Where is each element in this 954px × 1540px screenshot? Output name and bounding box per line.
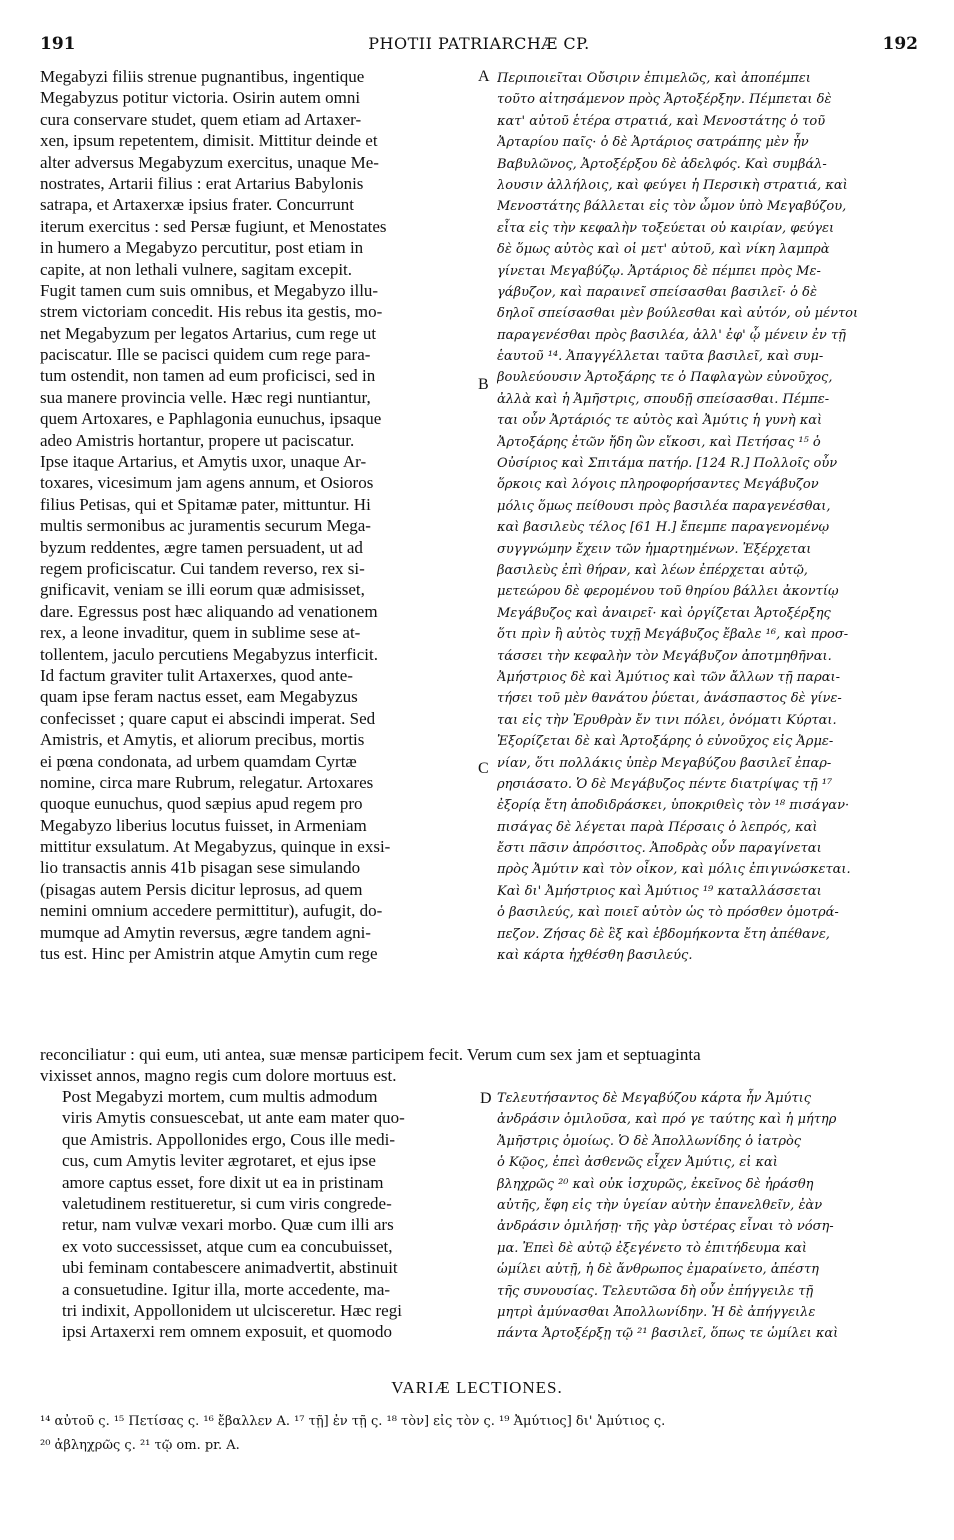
greek-text-line: κατ' αὐτοῦ ἑτέρα στρατιά, καὶ Μενοστάτης ὁ τοῦ — [497, 113, 826, 129]
latin-text-line: adeo Amistris hortantur, propere ut paciscatur. — [40, 430, 355, 450]
footnote-line: ²⁰ ἀβληχρῶς ς. ²¹ τῷ om. pr. A. — [40, 1438, 240, 1453]
section-marker-d: D — [480, 1090, 492, 1107]
greek-text-line: ὅρκοις καὶ λόγοις πληροφορήσαντες Μεγάβυζον — [497, 477, 819, 493]
latin-text-line: capite, at non lethali vulnere, sagitam excepit. — [40, 259, 353, 279]
latin-text-line: iterum exercitus : sed Persæ fugiunt, et Menostates — [40, 216, 387, 236]
latin-text-line: tum ostendit, non tamen ad eum proficisci, sed in — [40, 366, 376, 386]
latin-text-line: (pisagas autem Persis dicitur leprosus, ad quem — [40, 879, 363, 899]
greek-text-line: Καὶ δι' Ἀμήστριος καὶ Ἀμύτιος ¹⁹ καταλλάσσεται — [497, 883, 822, 899]
section-marker-c: C — [478, 760, 489, 777]
page-number-left: 191 — [40, 34, 76, 54]
latin-text-line: lio transactis annis 41b pisagan sese simulando — [40, 858, 361, 878]
greek-text-line: ὁ Κῷος, ἐπεὶ ἀσθενῶς εἶχεν Ἀμύτις, εἰ καὶ — [497, 1155, 778, 1171]
greek-text-line: Ἐξορίζεται δὲ καὶ Ἀρτοξάρης ὁ εὐνοῦχος εἰς Ἀρμε- — [497, 734, 834, 750]
greek-column-bottom — [497, 1088, 922, 1345]
latin-text-line: mumque ad Amytin reversus, ægre tandem agni- — [40, 922, 371, 942]
latin-text-line: tus est. Hinc per Amistrin atque Amytin cum rege — [40, 944, 378, 964]
greek-text-line: ρησιάσατο. Ὁ δὲ Μεγάβυζος πέντε διατρίψας τῇ ¹⁷ — [497, 776, 833, 792]
latin-text-line: multis sermonibus ac juramentis securum Mega- — [40, 516, 371, 536]
latin-text-line: sua manere provincia velle. Hæc regi nuntiantur, — [40, 387, 371, 407]
greek-text-line: μητρὶ ἀμύνασθαι Ἀπολλωνίδην. Ἡ δὲ ἀπήγγειλε — [497, 1304, 816, 1320]
greek-text-line: Μεγάβυζος καὶ ἀναιρεῖ· καὶ ὀργίζεται Ἀρτοξέρξης — [497, 605, 831, 621]
greek-text-line: βληχρῶς ²⁰ καὶ οὐκ ἰσχυρῶς, ἐκεῖνος δὲ ἠράσθη — [497, 1176, 814, 1192]
latin-text-line: Megabyzo liberius locutus fuisset, in Armeniam — [40, 815, 367, 835]
latin-column-top — [40, 66, 472, 964]
latin-text-line: Amistris, et Amytis, et aliorum precibus, mortis — [40, 730, 365, 750]
latin-text-line: cura conservare studet, quem etiam ad Artaxer- — [40, 109, 362, 129]
latin-text-line: toxares, vicesimum jam agens annum, et Osioros — [40, 473, 374, 493]
latin-text-line: quam ipse feram nactus esset, eam Megabyzus — [40, 687, 358, 707]
latin-text-line: alter adversus Megabyzum exercitus, unaque Me- — [40, 152, 379, 172]
latin-text-line: Post Megabyzi mortem, cum multis admodum — [62, 1087, 378, 1106]
greek-text-line: νίαν, ὅτι πολλάκις ὑπὲρ Μεγαβύζου βασιλεῖ ἐπαρ- — [497, 755, 832, 771]
latin-text-line: in humero a Megabyzo percutitur, post etiam in — [40, 238, 364, 258]
latin-text-line: paciscatur. Ille se pacisci quidem cum rege para- — [40, 345, 371, 365]
latin-text-line: satrapa, et Artaxerxæ ipsius frater. Concurrunt — [40, 195, 354, 215]
greek-text-line: ἀλλὰ καὶ ἡ Ἀμῆστρις, σπουδῇ σπείσασθαι. Πέμπε- — [497, 391, 830, 407]
latin-text-line: reconciliatur : qui eum, uti antea, suæ mensæ participem fecit. Verum cum sex jam et septuaginta — [40, 1045, 701, 1064]
greek-text-line: ἀνδράσιν ὁμιλήσῃ· τῆς γὰρ ὑστέρας εἶναι τὸ νόση- — [497, 1219, 834, 1235]
greek-text-line: μόλις ὅμως πείθουσι πρὸς βασιλέα παραγενέσθαι, — [497, 498, 831, 514]
greek-text-line: βασιλεὺς ἐπὶ θήραν, καὶ λέων ἐπέρχεται αὐτῷ, — [497, 562, 808, 578]
greek-text-line: μετεώρου δὲ φερομένου τοῦ θηρίου βάλλει ἀκοντίῳ — [497, 584, 839, 600]
latin-text-line: filius Petisas, qui et Spitamæ pater, mittuntur. Hi — [40, 494, 371, 514]
greek-text-line: ἑαυτοῦ ¹⁴. Ἀπαγγέλλεται ταῦτα βασιλεῖ, καὶ συμ- — [497, 349, 824, 365]
greek-text-line: γίνεται Μεγαβύζῳ. Ἀρτάριος δὲ πέμπει πρὸς Με- — [497, 263, 821, 279]
latin-text-line: Id factum graviter tulit Artaxerxes, quod ante- — [40, 665, 353, 685]
greek-text-line: ὅτι πρὶν ἢ αὐτὸς τυχῇ Μεγάβυζος ἔβαλε ¹⁶, καὶ προσ- — [497, 627, 849, 643]
latin-text-line: que Amistris. Appollonides ergo, Cous ille medi- — [62, 1129, 396, 1149]
latin-text-line: byzum reddentes, ægre tamen persuadent, ut ad — [40, 537, 363, 557]
greek-text-line: δὲ ὅμως αὐτὸς καὶ οἱ μετ' αὐτοῦ, καὶ νίκη λαμπρὰ — [497, 242, 830, 258]
latin-text-line: ubi feminam contabescere animadvertit, abstinuit — [62, 1258, 398, 1278]
latin-text-line: cus, cum Amytis leviter ægrotaret, et ejus ipse — [62, 1151, 376, 1171]
greek-text-line: Βαβυλῶνος, Ἀρτοξέρξου δὲ ἀδελφός. Καὶ συμβάλ- — [497, 156, 827, 172]
greek-text-line: μα. Ἐπεὶ δὲ αὐτῷ ἐξεγένετο τὸ ἐπιτήδευμα καὶ — [497, 1240, 807, 1256]
greek-text-line: πισάγας δὲ λέγεται παρὰ Πέρσαις ὁ λεπρός, καὶ — [497, 819, 818, 835]
greek-text-line: Τελευτήσαντος δὲ Μεγαβύζου κάρτα ἦν Ἀμύτις — [497, 1091, 812, 1106]
latin-text-line: nostrates, Artarii filius : erat Artarius Babylonis — [40, 173, 364, 193]
latin-text-line: Fugit tamen cum suis omnibus, et Megabyzo illu- — [40, 280, 379, 300]
section-marker-b: B — [478, 376, 489, 393]
greek-text-line: καὶ βασιλεὺς τέλος [61 H.] ἔπεμπε παραγενομένῳ — [497, 520, 830, 536]
greek-text-line: ὁ βασιλεύς, καὶ ποιεῖ αὐτὸν ὡς τὸ πρόσθεν ὁμοτρά- — [497, 905, 839, 921]
latin-text-line: rex, a leone invaditur, quem in sublime sese at- — [40, 623, 361, 643]
section-marker-a: A — [478, 68, 490, 85]
latin-text-line: mittitur exsulatum. At Megabyzus, quinque in exsi- — [40, 837, 391, 857]
latin-text-line: quoque eunuchus, quod sæpius apud regem pro — [40, 794, 363, 814]
latin-text-line: quem Artoxares, e Paphlagonia eunuchus, ipsaque — [40, 409, 382, 429]
greek-text-line: παραγενέσθαι πρὸς βασιλέα, ἀλλ' ἐφ' ᾧ μένειν ἐν τῇ — [497, 327, 846, 343]
greek-text-line: τήσει τοῦ μὲν θανάτου ῥύεται, ἀνάσπαστος δὲ γίνε- — [497, 691, 842, 707]
greek-text-line: εἶτα εἰς τὴν κεφαλὴν τοξεύεται οὐ καιρίαν, φεύγει — [497, 220, 835, 236]
latin-text-line: retur, nam vulvæ vexari morbo. Quæ cum illi ars — [62, 1215, 394, 1235]
latin-text-line: gnificavit, veniam se illi eorum quæ admisisset, — [40, 580, 365, 600]
greek-text-line: λουσιν ἀλλήλοις, καὶ φεύγει ἡ Περσικὴ στρατιά, καὶ — [497, 177, 848, 193]
greek-text-line: γάβυζον, καὶ παραινεῖ σπείσασθαι βασιλεῖ· ὁ δὲ — [497, 284, 817, 300]
page-number-right: 192 — [882, 34, 918, 54]
greek-text-line: συγγνώμην ἔχειν τῶν ἡμαρτημένων. Ἐξέρχεται — [497, 541, 812, 557]
page-header — [40, 34, 918, 62]
latin-text-line: viris Amytis consuescebat, ut ante eam mater quo- — [62, 1108, 405, 1128]
greek-text-line: Ἀρταρίου παῖς· ὁ δὲ Ἀρτάριος σατράπης μὲν ἦν — [497, 135, 809, 151]
latin-text-line: ex voto successisset, atque cum ea concubuisset, — [62, 1236, 393, 1256]
latin-column-bottom — [62, 1086, 472, 1343]
latin-text-line: nomine, circa mare Rubrum, relegatur. Artoxares — [40, 772, 374, 792]
latin-text-line: strem victoriam concedit. His rebus ita gestis, mo- — [40, 302, 383, 322]
greek-text-line: ὡμίλει αὐτῇ, ἡ δὲ ἄνθρωπος ἐμαραίνετο, ἀπέστη — [497, 1262, 819, 1278]
latin-text-line: tollentem, jaculo percutiens Megabyzus interficit. — [40, 644, 378, 664]
variae-lectiones-heading: VARIÆ LECTIONES. — [391, 1378, 563, 1397]
latin-text-line: xen, ipsum repetentem, dimisit. Mittitur deinde et — [40, 131, 378, 151]
greek-text-line: Μενοστάτης βάλλεται εἰς τὸν ὦμον ὑπὸ Μεγαβύζου, — [497, 199, 847, 215]
latin-text-line: amore captus esset, fore dixit ut ea in pristinam — [62, 1172, 384, 1192]
greek-column-top — [497, 68, 922, 966]
greek-text-line: ται εἰς τὴν Ἐρυθρὰν ἔν τινι πόλει, ὀνόματι Κύρται. — [497, 712, 837, 728]
greek-text-line: τοῦτο αἰτησάμενον πρὸς Ἀρτοξέρξην. Πέμπεται δὲ — [497, 92, 832, 108]
footnotes — [40, 1410, 920, 1458]
greek-text-line: ἀνδράσιν ὁμιλοῦσα, καὶ πρό γε ταύτης καὶ ἡ μήτηρ — [497, 1112, 837, 1128]
greek-text-line: βουλεύουσιν Ἀρτοξάρης τε ὁ Παφλαγὼν εὐνοῦχος, — [497, 370, 833, 386]
greek-text-line: ἐξορίᾳ ἔτη ἀποδιδράσκει, ὑποκριθεὶς τὸν ¹⁸ πισάγαν· — [497, 798, 850, 814]
latin-text-line: confecisset ; quare caput ei abscindi imperat. Sed — [40, 708, 376, 728]
greek-text-line: Ἀρτοξάρης ἐτῶν ἤδη ὢν εἴκοσι, καὶ Πετήσας ¹⁵ ὁ — [497, 434, 821, 450]
greek-text-line: Ἀμῆστρις ὁμοίως. Ὁ δὲ Ἀπολλωνίδης ὁ ἰατρὸς — [497, 1133, 802, 1149]
latin-text-line: nemini omnium accedere permittitur), aufugit, do- — [40, 901, 383, 921]
latin-text-line: Megabyzi filiis strenue pugnantibus, ingentique — [40, 67, 365, 86]
latin-text-line: tri indixit, Appollonidem ut ulcisceretur. Hæc regi — [62, 1300, 402, 1320]
latin-text-line: dare. Egressus post hæc aliquando ad venationem — [40, 601, 378, 621]
greek-text-line: δηλοῖ σπείσασθαι μὲν βούλεσθαι καὶ αὐτόν, οὐ μέντοι — [497, 306, 859, 322]
latin-text-line: net Megabyzum per legatos Artarius, cum rege ut — [40, 323, 377, 343]
running-title: PHOTII PATRIARCHÆ CP. — [368, 34, 590, 53]
greek-text-line: Ἀμήστριος δὲ καὶ Ἀμύτιος καὶ τῶν ἄλλων τῇ παραι- — [497, 669, 841, 685]
greek-text-line: καὶ κάρτα ἠχθέσθη βασιλεύς. — [497, 948, 693, 964]
greek-text-line: τῆς συνουσίας. Τελευτῶσα δὴ οὖν ἐπήγγειλε τῇ — [497, 1283, 814, 1299]
latin-text-line: regem proficiscatur. Cui tandem reverso, rex si- — [40, 558, 365, 578]
latin-text-line: ei pœna condonata, ad urbem quamdam Cyrtæ — [40, 751, 357, 771]
greek-text-line: Περιποιεῖται Οὔσιριν ἐπιμελῶς, καὶ ἀποπέμπει — [497, 71, 811, 86]
latin-text-line: Megabyzus potitur victoria. Osirin autem omni — [40, 88, 361, 108]
full-width-paragraph — [40, 1044, 922, 1087]
latin-text-line: vixisset annos, magno regis cum dolore mortuus est. — [40, 1066, 397, 1086]
greek-text-line: αὐτῆς, ἔφη εἰς τὴν ὑγείαν αὐτὴν ἐπανελθεῖν, ἐὰν — [497, 1197, 823, 1213]
greek-text-line: ται οὖν Ἀρτάριός τε αὐτὸς καὶ Ἀμύτις ἡ γυνὴ καὶ — [497, 413, 823, 429]
greek-text-line: πεζον. Ζήσας δὲ ἓξ καὶ ἑβδομήκοντα ἔτη ἀπέθανε, — [497, 926, 830, 942]
latin-text-line: Ipse itaque Artarius, et Amytis uxor, unaque Ar- — [40, 452, 367, 472]
greek-text-line: τάσσει τὴν κεφαλὴν τὸν Μεγάβυζον ἀποτμηθῆναι. — [497, 648, 832, 664]
footnote-line: ¹⁴ αὐτοῦ ς. ¹⁵ Πετίσας ς. ¹⁶ ἔβαλλεν A. ¹⁷ τῇ] ἐν τῇ ς. ¹⁸ τὸν] εἰς τὸν ς. ¹⁹ Ἀμύτιος] δι' Ἀμύτιος ς. — [40, 1414, 666, 1429]
greek-text-line: Οὐσίριος καὶ Σπιτάμα πατήρ. [124 R.] Πολλοῖς οὖν — [497, 456, 838, 472]
latin-text-line: valetudinem restitueretur, si cum viris congrede- — [62, 1193, 392, 1213]
greek-text-line: πάντα Ἀρτοξέρξῃ τῷ ²¹ βασιλεῖ, ὅπως τε ὡμίλει καὶ — [497, 1326, 839, 1342]
latin-text-line: ipsi Artaxerxi rem omnem exposuit, et quomodo — [62, 1322, 393, 1342]
greek-text-line: πρὸς Ἀμύτιν καὶ τὸν οἶκον, καὶ μόλις ἐπιγινώσκεται. — [497, 862, 851, 878]
greek-text-line: ἔστι πᾶσιν ἀπρόσιτος. Ἀποδρὰς οὖν παραγίνεται — [497, 841, 822, 857]
latin-text-line: a consuetudine. Igitur illa, morte accedente, ma- — [62, 1279, 391, 1299]
